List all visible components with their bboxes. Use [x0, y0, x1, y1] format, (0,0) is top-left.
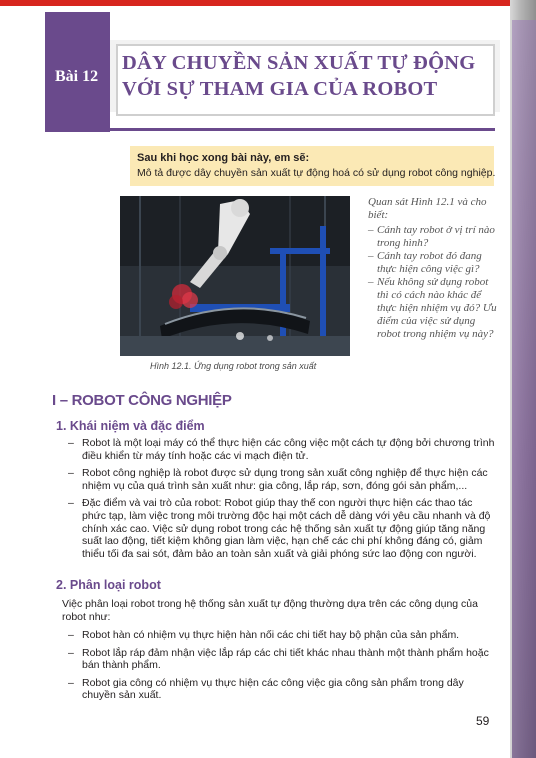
page-number: 59	[476, 714, 490, 728]
observation-note	[368, 196, 500, 341]
subsection-heading-classification: 2. Phân loại robot	[56, 578, 161, 592]
figure-caption: Hình 12.1. Ứng dụng robot trong sản xuất	[150, 361, 317, 371]
list-item: – Robot gia công có nhiệm vụ thực hiện các công việc gia công sản phẩm trong dây chuyền sản xuất.	[68, 676, 464, 702]
observation-question: – Cánh tay robot đó đang thực hiện công việc gì?	[368, 250, 482, 275]
objectives-text: Mô tả được dây chuyền sản xuất tự động hoá có sử dụng robot công nghiệp.	[137, 167, 496, 179]
list-item: – Robot công nghiệp là robot được sử dụng trong sản xuất công nghiệp để thực hiện các nhiệm vụ của quá trình sản xuất như: gia công, lắp ráp, sơn, đóng gói sản phẩm,...	[68, 467, 488, 492]
list-item: – Robot lắp ráp đảm nhận việc lắp ráp các chi tiết khác nhau thành một thành phẩm hoặc bán thành phẩm.	[68, 646, 489, 672]
lesson-title-line-1: DÂY CHUYỀN SẢN XUẤT TỰ ĐỘNG	[122, 52, 476, 74]
observation-question: – Nếu không sử dụng robot thì có cách nào khác để thực hiện nhiệm vụ đó? Ưu điểm của việc sử dụng robot trong nhiệm vụ này?	[368, 276, 497, 340]
lesson-label: Bài 12	[55, 68, 99, 85]
observation-question: – Cánh tay robot ở vị trí nào trong hình?	[368, 224, 495, 249]
list-item: – Robot hàn có nhiệm vụ thực hiện hàn nối các chi tiết hay bộ phận của sản phẩm.	[68, 629, 460, 641]
classification-bullet-list	[62, 629, 496, 707]
objectives-heading: Sau khi học xong bài này, em sẽ:	[137, 152, 310, 164]
concept-bullet-list	[62, 437, 496, 565]
subsection-heading-concept: 1. Khái niệm và đặc điểm	[56, 419, 205, 433]
list-item: – Đặc điểm và vai trò của robot: Robot giúp thay thế con người thực hiện các thao tác phức tạp, làm việc trong môi trường độc hại một cách dễ dàng với yêu cầu nhanh và độ chính xác cao. Việc sử dụng robot trong các hệ thống sản xuất tự động giúp tăng năng suất lao động, tiết kiệm không gian làm việc, hạn chế các chi phí không đáng có, giảm thiểu tối đa sai sót, đảm bảo an toàn sản xuất và giải phóng sức lao động con người.	[68, 497, 491, 560]
section-heading: I – ROBOT CÔNG NGHIỆP	[52, 392, 232, 409]
lesson-title-line-2: VỚI SỰ THAM GIA CỦA ROBOT	[122, 78, 438, 100]
title-divider	[45, 128, 495, 131]
list-item: – Robot là một loại máy có thể thực hiện các công việc một cách tự động bởi chương trình điều khiển từ máy tính hoặc các vi mạch điện tử.	[68, 437, 495, 462]
classification-intro: Việc phân loại robot trong hệ thống sản xuất tự động thường dựa trên các công dụng của robot như:	[62, 598, 478, 623]
observation-intro: Quan sát Hình 12.1 và cho biết:	[368, 196, 487, 221]
robot-arm-photo	[120, 196, 350, 356]
robot-arm-illustration	[120, 196, 350, 356]
page-edge-accent	[512, 20, 536, 758]
